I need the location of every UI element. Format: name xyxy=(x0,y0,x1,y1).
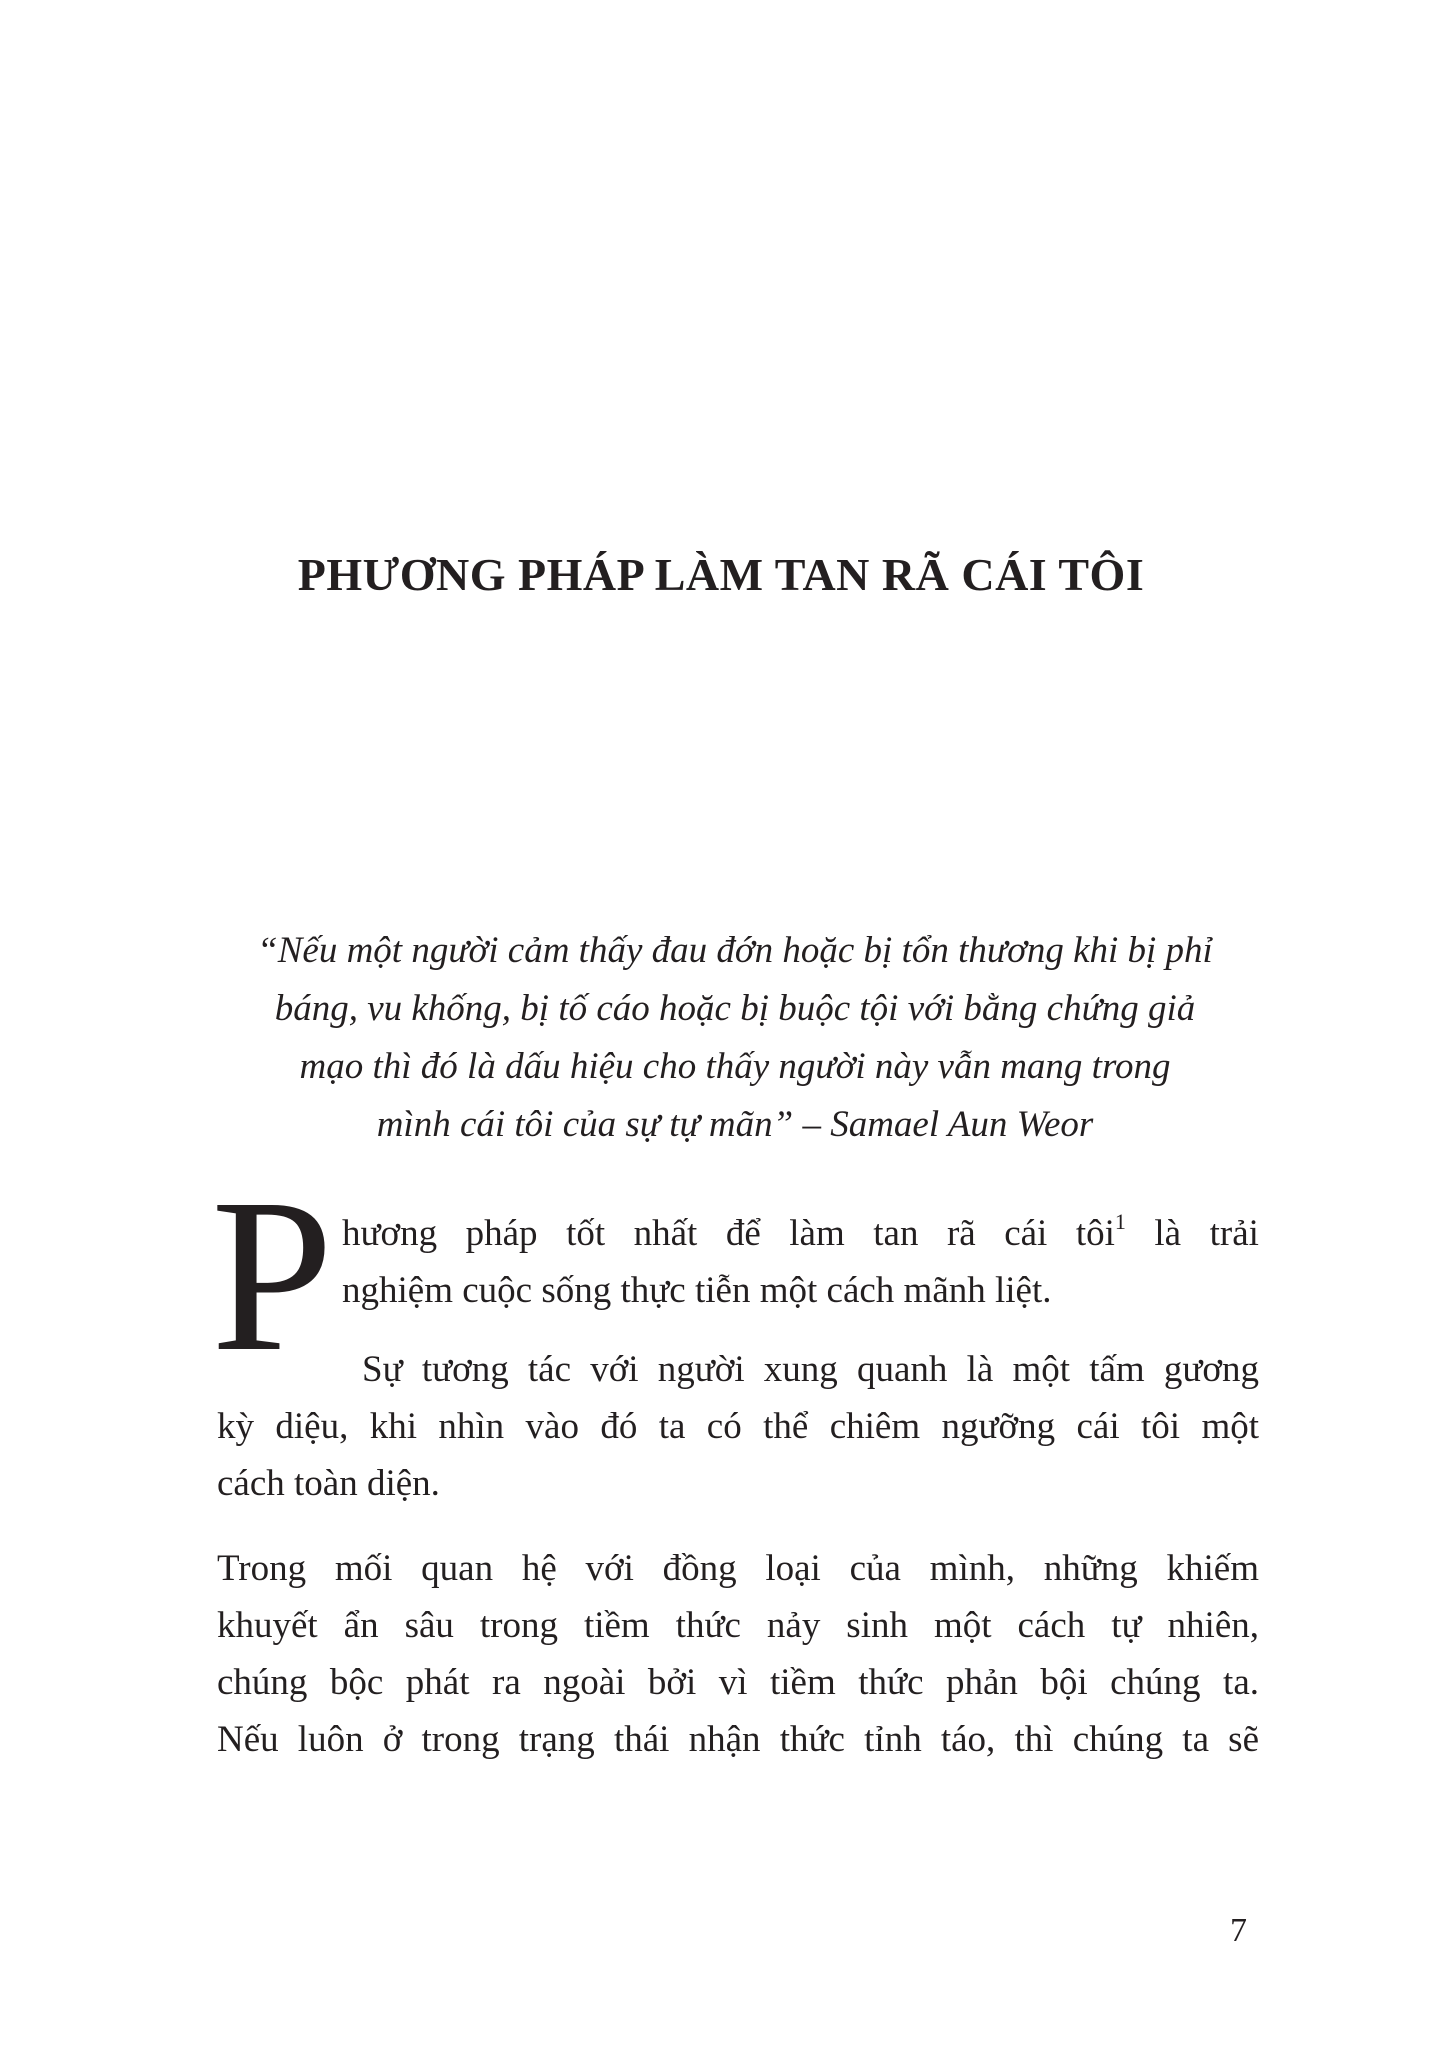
word: hương xyxy=(342,1213,438,1254)
epigraph-line: mạo thì đó là dấu hiệu cho thấy người này vẫn mang trong xyxy=(299,1046,1171,1087)
word: nhất xyxy=(633,1213,698,1254)
paragraph-line xyxy=(217,1341,1259,1398)
epigraph-line: “Nếu một người cảm thấy đau đớn hoặc bị tổn thương khi bị phỉ xyxy=(257,930,1213,971)
word: trải xyxy=(1209,1213,1259,1254)
line-text: Trong mối quan hệ với đồng loại của mình, những khiếm xyxy=(217,1548,1259,1589)
paragraph-line xyxy=(217,1540,1259,1597)
body-text xyxy=(211,1153,1259,1768)
word: tốt xyxy=(566,1213,606,1254)
word: rã xyxy=(946,1213,976,1254)
opening-line-1 xyxy=(342,1205,1259,1262)
word-with-footnote xyxy=(1076,1205,1126,1262)
chapter-title: PHƯƠNG PHÁP LÀM TAN RÃ CÁI TÔI xyxy=(297,549,1145,600)
word: để xyxy=(725,1213,761,1254)
opening-line-2: nghiệm cuộc sống thực tiễn một cách mãnh liệt. xyxy=(342,1270,1052,1311)
page-number: 7 xyxy=(1230,1912,1247,1949)
line-text: Nếu luôn ở trong trạng thái nhận thức tỉnh táo, thì chúng ta sẽ xyxy=(217,1719,1259,1760)
paragraph-2 xyxy=(217,1341,1259,1512)
word: cái xyxy=(1004,1213,1048,1254)
line-text: kỳ diệu, khi nhìn vào đó ta có thể chiêm ngưỡng cái tôi một xyxy=(217,1406,1259,1447)
footnote-marker: 1 xyxy=(1114,1209,1126,1234)
word: tan xyxy=(873,1213,919,1254)
paragraph-line xyxy=(217,1398,1259,1455)
word: pháp xyxy=(465,1213,538,1254)
paragraph-line xyxy=(217,1654,1259,1711)
line-text: chúng bộc phát ra ngoài bởi vì tiềm thức phản bội chúng ta. xyxy=(217,1662,1259,1703)
paragraph-line xyxy=(217,1711,1259,1768)
paragraph-line: cách toàn diện. xyxy=(217,1463,440,1504)
paragraph-3 xyxy=(217,1540,1259,1768)
paragraph-line xyxy=(217,1597,1259,1654)
drop-cap: P xyxy=(211,1153,334,1397)
epigraph-quote xyxy=(215,922,1255,1154)
epigraph-line: mình cái tôi của sự tự mãn” – Samael Aun Weor xyxy=(376,1104,1094,1145)
word: làm xyxy=(789,1213,845,1254)
epigraph-line: báng, vu khống, bị tố cáo hoặc bị buộc tội với bằng chứng giả xyxy=(274,988,1196,1029)
line-text: khuyết ẩn sâu trong tiềm thức nảy sinh một cách tự nhiên, xyxy=(217,1605,1259,1646)
word: là xyxy=(1154,1213,1182,1254)
line-text: Sự tương tác với người xung quanh là một tấm gương xyxy=(362,1349,1259,1390)
word: tôi xyxy=(1075,1213,1115,1254)
